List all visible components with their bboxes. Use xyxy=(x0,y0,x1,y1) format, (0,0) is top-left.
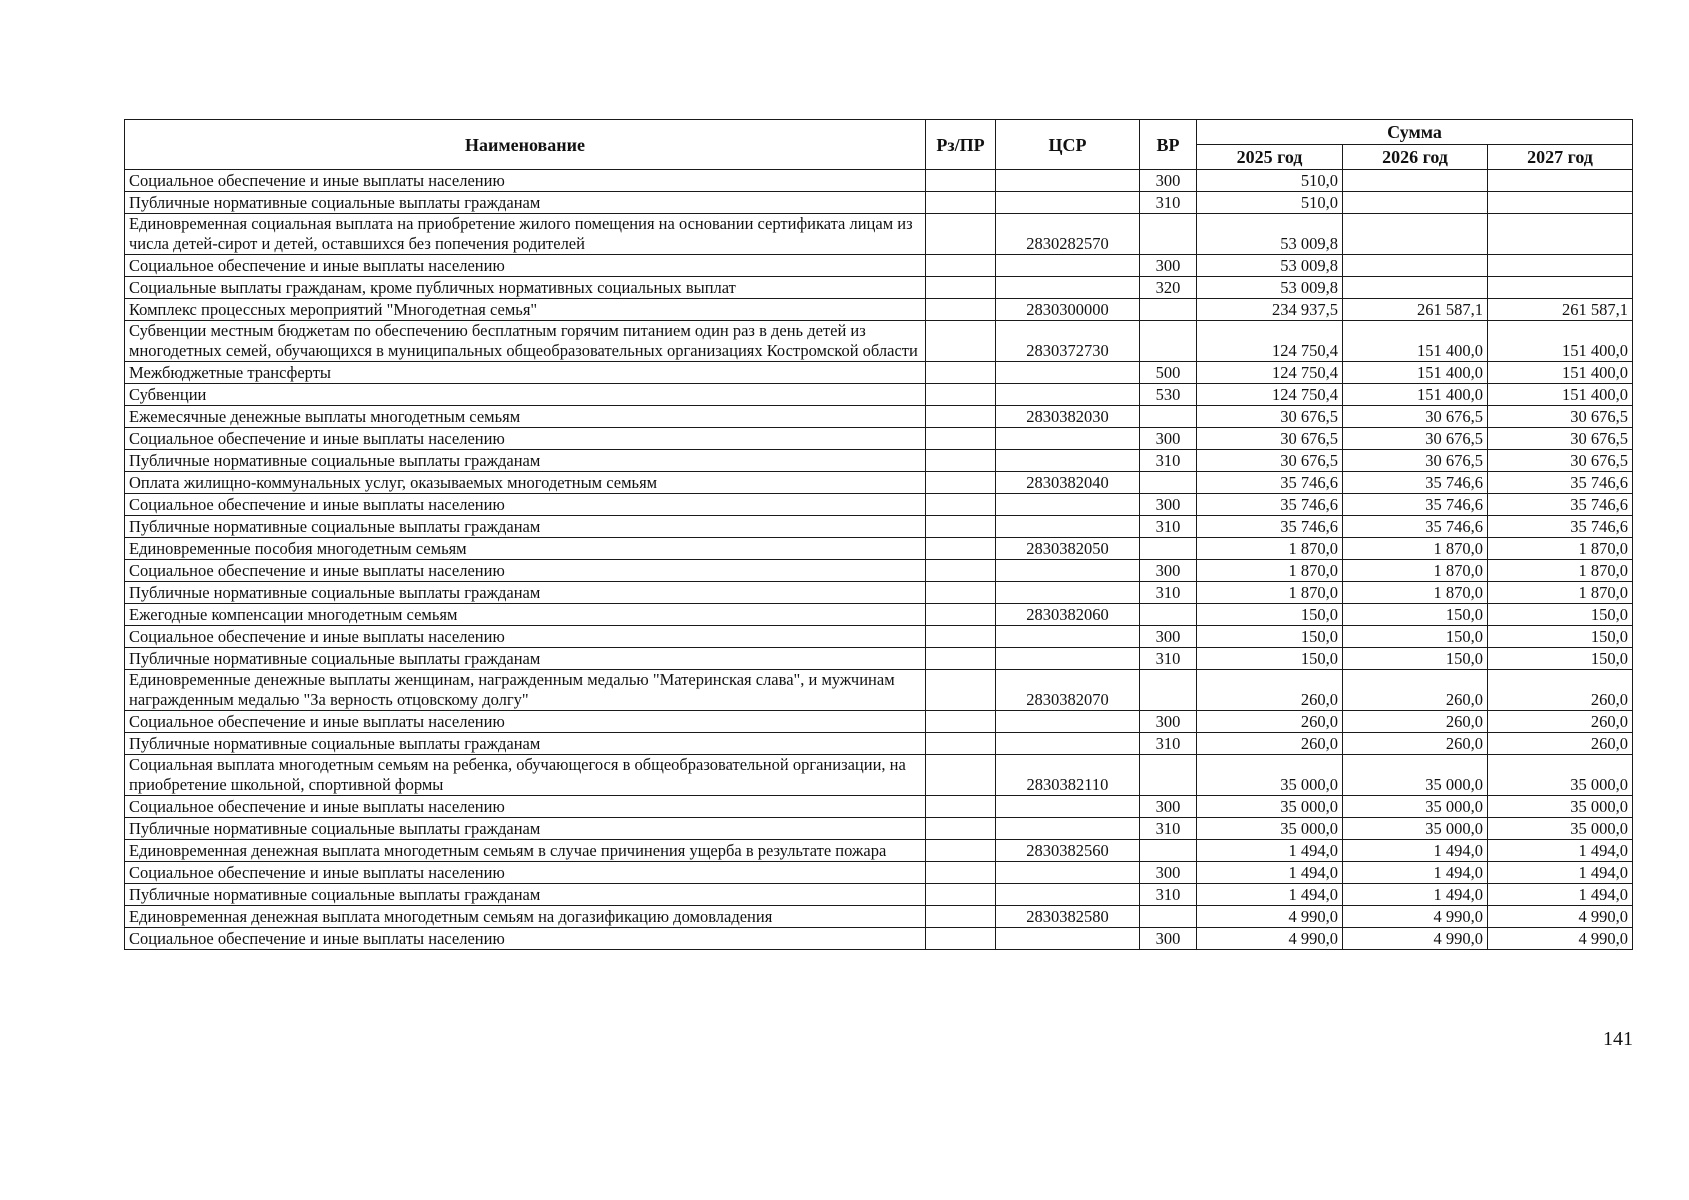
cell-2026: 35 000,0 xyxy=(1343,796,1488,818)
cell-csr: 2830382060 xyxy=(996,604,1140,626)
cell-rz-pr xyxy=(926,450,996,472)
cell-2027: 35 746,6 xyxy=(1488,494,1633,516)
cell-name: Публичные нормативные социальные выплаты гражданам xyxy=(125,733,926,755)
cell-vr: 310 xyxy=(1140,450,1197,472)
cell-2026: 30 676,5 xyxy=(1343,428,1488,450)
table-row xyxy=(125,214,1633,255)
cell-2025: 1 494,0 xyxy=(1197,884,1343,906)
cell-2026: 260,0 xyxy=(1343,670,1488,711)
cell-name: Социальное обеспечение и иные выплаты населению xyxy=(125,428,926,450)
cell-name: Социальная выплата многодетным семьям на ребенка, обучающегося в общеобразовательной организации, на приобретение школьной, спортивной формы xyxy=(125,755,926,796)
budget-table xyxy=(124,119,1633,950)
table-row xyxy=(125,796,1633,818)
cell-2025: 150,0 xyxy=(1197,626,1343,648)
cell-rz-pr xyxy=(926,214,996,255)
cell-csr xyxy=(996,255,1140,277)
cell-vr xyxy=(1140,472,1197,494)
header-year-2026: 2026 год xyxy=(1343,145,1488,170)
cell-rz-pr xyxy=(926,321,996,362)
cell-2027: 30 676,5 xyxy=(1488,428,1633,450)
cell-name: Социальное обеспечение и иные выплаты населению xyxy=(125,928,926,950)
table-header xyxy=(125,120,1633,170)
cell-vr: 310 xyxy=(1140,818,1197,840)
cell-2026: 35 000,0 xyxy=(1343,755,1488,796)
cell-csr: 2830300000 xyxy=(996,299,1140,321)
cell-2026 xyxy=(1343,192,1488,214)
cell-name: Публичные нормативные социальные выплаты гражданам xyxy=(125,648,926,670)
table-row xyxy=(125,862,1633,884)
cell-vr: 500 xyxy=(1140,362,1197,384)
cell-csr xyxy=(996,192,1140,214)
table-row xyxy=(125,538,1633,560)
table-row xyxy=(125,406,1633,428)
cell-csr xyxy=(996,884,1140,906)
header-sum: Сумма xyxy=(1197,120,1633,145)
table-row xyxy=(125,755,1633,796)
cell-csr: 2830382040 xyxy=(996,472,1140,494)
cell-2027: 261 587,1 xyxy=(1488,299,1633,321)
cell-csr: 2830282570 xyxy=(996,214,1140,255)
cell-name: Межбюджетные трансферты xyxy=(125,362,926,384)
cell-csr xyxy=(996,928,1140,950)
cell-2027: 35 746,6 xyxy=(1488,472,1633,494)
cell-2026: 35 746,6 xyxy=(1343,494,1488,516)
cell-2025: 53 009,8 xyxy=(1197,214,1343,255)
cell-rz-pr xyxy=(926,626,996,648)
cell-name: Единовременная денежная выплата многодетным семьям на догазификацию домовладения xyxy=(125,906,926,928)
cell-vr xyxy=(1140,840,1197,862)
table-row xyxy=(125,362,1633,384)
cell-vr: 300 xyxy=(1140,170,1197,192)
cell-name: Единовременная денежная выплата многодетным семьям в случае причинения ущерба в результате пожара xyxy=(125,840,926,862)
cell-name: Единовременная социальная выплата на приобретение жилого помещения на основании сертификата лицам из числа детей-сирот и детей, оставшихся без попечения родителей xyxy=(125,214,926,255)
table-row xyxy=(125,648,1633,670)
cell-2026: 4 990,0 xyxy=(1343,928,1488,950)
cell-2027: 151 400,0 xyxy=(1488,384,1633,406)
cell-2026: 1 870,0 xyxy=(1343,582,1488,604)
cell-rz-pr xyxy=(926,818,996,840)
table-row xyxy=(125,450,1633,472)
cell-vr xyxy=(1140,755,1197,796)
cell-2027: 35 000,0 xyxy=(1488,818,1633,840)
cell-2027: 150,0 xyxy=(1488,648,1633,670)
cell-2025: 124 750,4 xyxy=(1197,384,1343,406)
cell-2025: 150,0 xyxy=(1197,648,1343,670)
cell-csr: 2830382030 xyxy=(996,406,1140,428)
table-row xyxy=(125,928,1633,950)
cell-csr xyxy=(996,560,1140,582)
header-name: Наименование xyxy=(125,120,926,170)
cell-name: Публичные нормативные социальные выплаты гражданам xyxy=(125,582,926,604)
cell-rz-pr xyxy=(926,582,996,604)
cell-csr xyxy=(996,582,1140,604)
cell-name: Социальное обеспечение и иные выплаты населению xyxy=(125,560,926,582)
cell-2025: 1 870,0 xyxy=(1197,560,1343,582)
cell-rz-pr xyxy=(926,648,996,670)
cell-2027: 35 000,0 xyxy=(1488,796,1633,818)
cell-2025: 234 937,5 xyxy=(1197,299,1343,321)
cell-2027: 1 870,0 xyxy=(1488,560,1633,582)
table-row xyxy=(125,711,1633,733)
header-csr: ЦСР xyxy=(996,120,1140,170)
cell-rz-pr xyxy=(926,494,996,516)
cell-2026: 30 676,5 xyxy=(1343,450,1488,472)
cell-2026: 260,0 xyxy=(1343,733,1488,755)
cell-vr xyxy=(1140,299,1197,321)
cell-csr xyxy=(996,796,1140,818)
cell-2025: 1 870,0 xyxy=(1197,582,1343,604)
cell-2026: 151 400,0 xyxy=(1343,384,1488,406)
cell-rz-pr xyxy=(926,170,996,192)
cell-rz-pr xyxy=(926,384,996,406)
cell-csr: 2830382110 xyxy=(996,755,1140,796)
cell-vr: 310 xyxy=(1140,648,1197,670)
cell-csr xyxy=(996,384,1140,406)
cell-2027: 151 400,0 xyxy=(1488,321,1633,362)
cell-2025: 35 746,6 xyxy=(1197,516,1343,538)
cell-2027: 1 870,0 xyxy=(1488,538,1633,560)
cell-name: Социальное обеспечение и иные выплаты населению xyxy=(125,255,926,277)
table-row xyxy=(125,604,1633,626)
cell-csr xyxy=(996,711,1140,733)
cell-2026: 35 000,0 xyxy=(1343,818,1488,840)
cell-vr: 530 xyxy=(1140,384,1197,406)
cell-name: Ежемесячные денежные выплаты многодетным семьям xyxy=(125,406,926,428)
cell-name: Социальное обеспечение и иные выплаты населению xyxy=(125,862,926,884)
table-row xyxy=(125,516,1633,538)
table-row xyxy=(125,626,1633,648)
cell-2027: 1 870,0 xyxy=(1488,582,1633,604)
cell-2025: 260,0 xyxy=(1197,711,1343,733)
cell-name: Публичные нормативные социальные выплаты гражданам xyxy=(125,884,926,906)
cell-csr xyxy=(996,362,1140,384)
cell-vr xyxy=(1140,906,1197,928)
cell-vr: 320 xyxy=(1140,277,1197,299)
cell-2027: 260,0 xyxy=(1488,733,1633,755)
cell-vr: 310 xyxy=(1140,516,1197,538)
cell-2027: 35 746,6 xyxy=(1488,516,1633,538)
cell-rz-pr xyxy=(926,906,996,928)
header-rz-pr: Рз/ПР xyxy=(926,120,996,170)
cell-csr: 2830382050 xyxy=(996,538,1140,560)
cell-rz-pr xyxy=(926,560,996,582)
cell-rz-pr xyxy=(926,428,996,450)
cell-2026: 261 587,1 xyxy=(1343,299,1488,321)
table-row xyxy=(125,560,1633,582)
cell-rz-pr xyxy=(926,884,996,906)
cell-csr xyxy=(996,648,1140,670)
cell-name: Публичные нормативные социальные выплаты гражданам xyxy=(125,516,926,538)
table-row xyxy=(125,192,1633,214)
cell-2025: 1 494,0 xyxy=(1197,862,1343,884)
cell-2025: 53 009,8 xyxy=(1197,277,1343,299)
cell-name: Оплата жилищно-коммунальных услуг, оказываемых многодетным семьям xyxy=(125,472,926,494)
table-row xyxy=(125,472,1633,494)
table-row xyxy=(125,840,1633,862)
cell-vr: 300 xyxy=(1140,626,1197,648)
cell-rz-pr xyxy=(926,733,996,755)
cell-rz-pr xyxy=(926,538,996,560)
cell-vr: 300 xyxy=(1140,255,1197,277)
cell-2026 xyxy=(1343,170,1488,192)
cell-2026: 4 990,0 xyxy=(1343,906,1488,928)
cell-vr: 300 xyxy=(1140,428,1197,450)
cell-2025: 510,0 xyxy=(1197,192,1343,214)
table-row xyxy=(125,299,1633,321)
cell-rz-pr xyxy=(926,840,996,862)
cell-2027: 30 676,5 xyxy=(1488,450,1633,472)
cell-name: Субвенции местным бюджетам по обеспечению бесплатным горячим питанием один раз в день детей из многодетных семей, обучающихся в муниципальных общеобразовательных организациях Костромской области xyxy=(125,321,926,362)
cell-2027: 4 990,0 xyxy=(1488,928,1633,950)
cell-2027: 30 676,5 xyxy=(1488,406,1633,428)
cell-rz-pr xyxy=(926,277,996,299)
cell-name: Социальные выплаты гражданам, кроме публичных нормативных социальных выплат xyxy=(125,277,926,299)
cell-2027 xyxy=(1488,214,1633,255)
cell-vr xyxy=(1140,406,1197,428)
cell-name: Социальное обеспечение и иные выплаты населению xyxy=(125,796,926,818)
cell-2025: 53 009,8 xyxy=(1197,255,1343,277)
cell-2025: 35 000,0 xyxy=(1197,796,1343,818)
cell-2025: 4 990,0 xyxy=(1197,906,1343,928)
cell-vr: 310 xyxy=(1140,192,1197,214)
cell-csr xyxy=(996,733,1140,755)
cell-2027: 151 400,0 xyxy=(1488,362,1633,384)
cell-name: Публичные нормативные социальные выплаты гражданам xyxy=(125,192,926,214)
table-row xyxy=(125,277,1633,299)
cell-2026: 260,0 xyxy=(1343,711,1488,733)
cell-2025: 260,0 xyxy=(1197,670,1343,711)
cell-2025: 35 746,6 xyxy=(1197,472,1343,494)
table-row xyxy=(125,906,1633,928)
cell-rz-pr xyxy=(926,362,996,384)
cell-vr: 300 xyxy=(1140,560,1197,582)
cell-2026: 1 870,0 xyxy=(1343,538,1488,560)
cell-2025: 30 676,5 xyxy=(1197,428,1343,450)
cell-2025: 150,0 xyxy=(1197,604,1343,626)
table-row xyxy=(125,384,1633,406)
cell-csr xyxy=(996,428,1140,450)
table-row xyxy=(125,255,1633,277)
cell-2026 xyxy=(1343,255,1488,277)
cell-vr: 300 xyxy=(1140,928,1197,950)
table-row xyxy=(125,884,1633,906)
cell-name: Ежегодные компенсации многодетным семьям xyxy=(125,604,926,626)
cell-vr xyxy=(1140,538,1197,560)
cell-2026: 151 400,0 xyxy=(1343,362,1488,384)
cell-2025: 260,0 xyxy=(1197,733,1343,755)
cell-csr xyxy=(996,277,1140,299)
cell-vr xyxy=(1140,214,1197,255)
cell-2025: 124 750,4 xyxy=(1197,321,1343,362)
cell-rz-pr xyxy=(926,711,996,733)
cell-2025: 35 746,6 xyxy=(1197,494,1343,516)
cell-csr xyxy=(996,626,1140,648)
cell-2027: 35 000,0 xyxy=(1488,755,1633,796)
cell-csr xyxy=(996,516,1140,538)
header-vr: ВР xyxy=(1140,120,1197,170)
header-year-2025: 2025 год xyxy=(1197,145,1343,170)
cell-name: Публичные нормативные социальные выплаты гражданам xyxy=(125,818,926,840)
table-row xyxy=(125,733,1633,755)
cell-vr xyxy=(1140,604,1197,626)
cell-csr xyxy=(996,818,1140,840)
cell-2026: 151 400,0 xyxy=(1343,321,1488,362)
cell-2025: 1 870,0 xyxy=(1197,538,1343,560)
cell-2027: 260,0 xyxy=(1488,670,1633,711)
cell-2026 xyxy=(1343,214,1488,255)
cell-2025: 30 676,5 xyxy=(1197,450,1343,472)
cell-2027: 1 494,0 xyxy=(1488,862,1633,884)
cell-csr xyxy=(996,862,1140,884)
cell-rz-pr xyxy=(926,472,996,494)
cell-2027 xyxy=(1488,170,1633,192)
cell-2025: 1 494,0 xyxy=(1197,840,1343,862)
cell-name: Социальное обеспечение и иные выплаты населению xyxy=(125,494,926,516)
table-row xyxy=(125,170,1633,192)
cell-2025: 510,0 xyxy=(1197,170,1343,192)
cell-vr: 300 xyxy=(1140,862,1197,884)
cell-2027: 1 494,0 xyxy=(1488,840,1633,862)
cell-csr: 2830382070 xyxy=(996,670,1140,711)
cell-csr xyxy=(996,494,1140,516)
cell-csr: 2830382580 xyxy=(996,906,1140,928)
cell-rz-pr xyxy=(926,299,996,321)
cell-name: Социальное обеспечение и иные выплаты населению xyxy=(125,170,926,192)
table-row xyxy=(125,582,1633,604)
cell-2027: 260,0 xyxy=(1488,711,1633,733)
cell-rz-pr xyxy=(926,516,996,538)
cell-2026: 1 494,0 xyxy=(1343,884,1488,906)
cell-2026: 35 746,6 xyxy=(1343,472,1488,494)
cell-name: Единовременные пособия многодетным семьям xyxy=(125,538,926,560)
cell-2026: 150,0 xyxy=(1343,648,1488,670)
cell-rz-pr xyxy=(926,406,996,428)
cell-csr xyxy=(996,450,1140,472)
table-row xyxy=(125,321,1633,362)
cell-2027 xyxy=(1488,192,1633,214)
cell-2025: 124 750,4 xyxy=(1197,362,1343,384)
cell-2026: 150,0 xyxy=(1343,626,1488,648)
cell-name: Социальное обеспечение и иные выплаты населению xyxy=(125,711,926,733)
cell-rz-pr xyxy=(926,928,996,950)
cell-name: Публичные нормативные социальные выплаты гражданам xyxy=(125,450,926,472)
cell-2027 xyxy=(1488,255,1633,277)
cell-vr: 310 xyxy=(1140,582,1197,604)
cell-rz-pr xyxy=(926,670,996,711)
cell-vr: 310 xyxy=(1140,884,1197,906)
cell-vr: 310 xyxy=(1140,733,1197,755)
table-row xyxy=(125,670,1633,711)
cell-2027 xyxy=(1488,277,1633,299)
header-year-2027: 2027 год xyxy=(1488,145,1633,170)
cell-vr: 300 xyxy=(1140,711,1197,733)
cell-name: Субвенции xyxy=(125,384,926,406)
cell-2027: 1 494,0 xyxy=(1488,884,1633,906)
cell-name: Социальное обеспечение и иные выплаты населению xyxy=(125,626,926,648)
cell-rz-pr xyxy=(926,192,996,214)
cell-2026: 150,0 xyxy=(1343,604,1488,626)
table-body xyxy=(125,170,1633,950)
cell-rz-pr xyxy=(926,862,996,884)
cell-name: Комплекс процессных мероприятий "Многодетная семья" xyxy=(125,299,926,321)
cell-rz-pr xyxy=(926,255,996,277)
cell-2026: 1 494,0 xyxy=(1343,840,1488,862)
cell-2027: 150,0 xyxy=(1488,626,1633,648)
cell-2026: 1 870,0 xyxy=(1343,560,1488,582)
cell-name: Единовременные денежные выплаты женщинам, награжденным медалью "Материнская слава", и мужчинам награжденным медалью "За верность отцовскому долгу" xyxy=(125,670,926,711)
cell-2027: 4 990,0 xyxy=(1488,906,1633,928)
cell-vr: 300 xyxy=(1140,796,1197,818)
cell-2025: 30 676,5 xyxy=(1197,406,1343,428)
cell-2026: 30 676,5 xyxy=(1343,406,1488,428)
page-number: 141 xyxy=(1603,1028,1633,1050)
cell-2026: 35 746,6 xyxy=(1343,516,1488,538)
cell-rz-pr xyxy=(926,604,996,626)
cell-vr xyxy=(1140,670,1197,711)
cell-2025: 35 000,0 xyxy=(1197,818,1343,840)
table-row xyxy=(125,494,1633,516)
cell-csr: 2830382560 xyxy=(996,840,1140,862)
cell-vr xyxy=(1140,321,1197,362)
cell-2026 xyxy=(1343,277,1488,299)
table-row xyxy=(125,818,1633,840)
cell-rz-pr xyxy=(926,796,996,818)
cell-2027: 150,0 xyxy=(1488,604,1633,626)
table-row xyxy=(125,428,1633,450)
cell-vr: 300 xyxy=(1140,494,1197,516)
cell-2025: 4 990,0 xyxy=(1197,928,1343,950)
cell-csr: 2830372730 xyxy=(996,321,1140,362)
cell-2026: 1 494,0 xyxy=(1343,862,1488,884)
cell-2025: 35 000,0 xyxy=(1197,755,1343,796)
cell-rz-pr xyxy=(926,755,996,796)
cell-csr xyxy=(996,170,1140,192)
